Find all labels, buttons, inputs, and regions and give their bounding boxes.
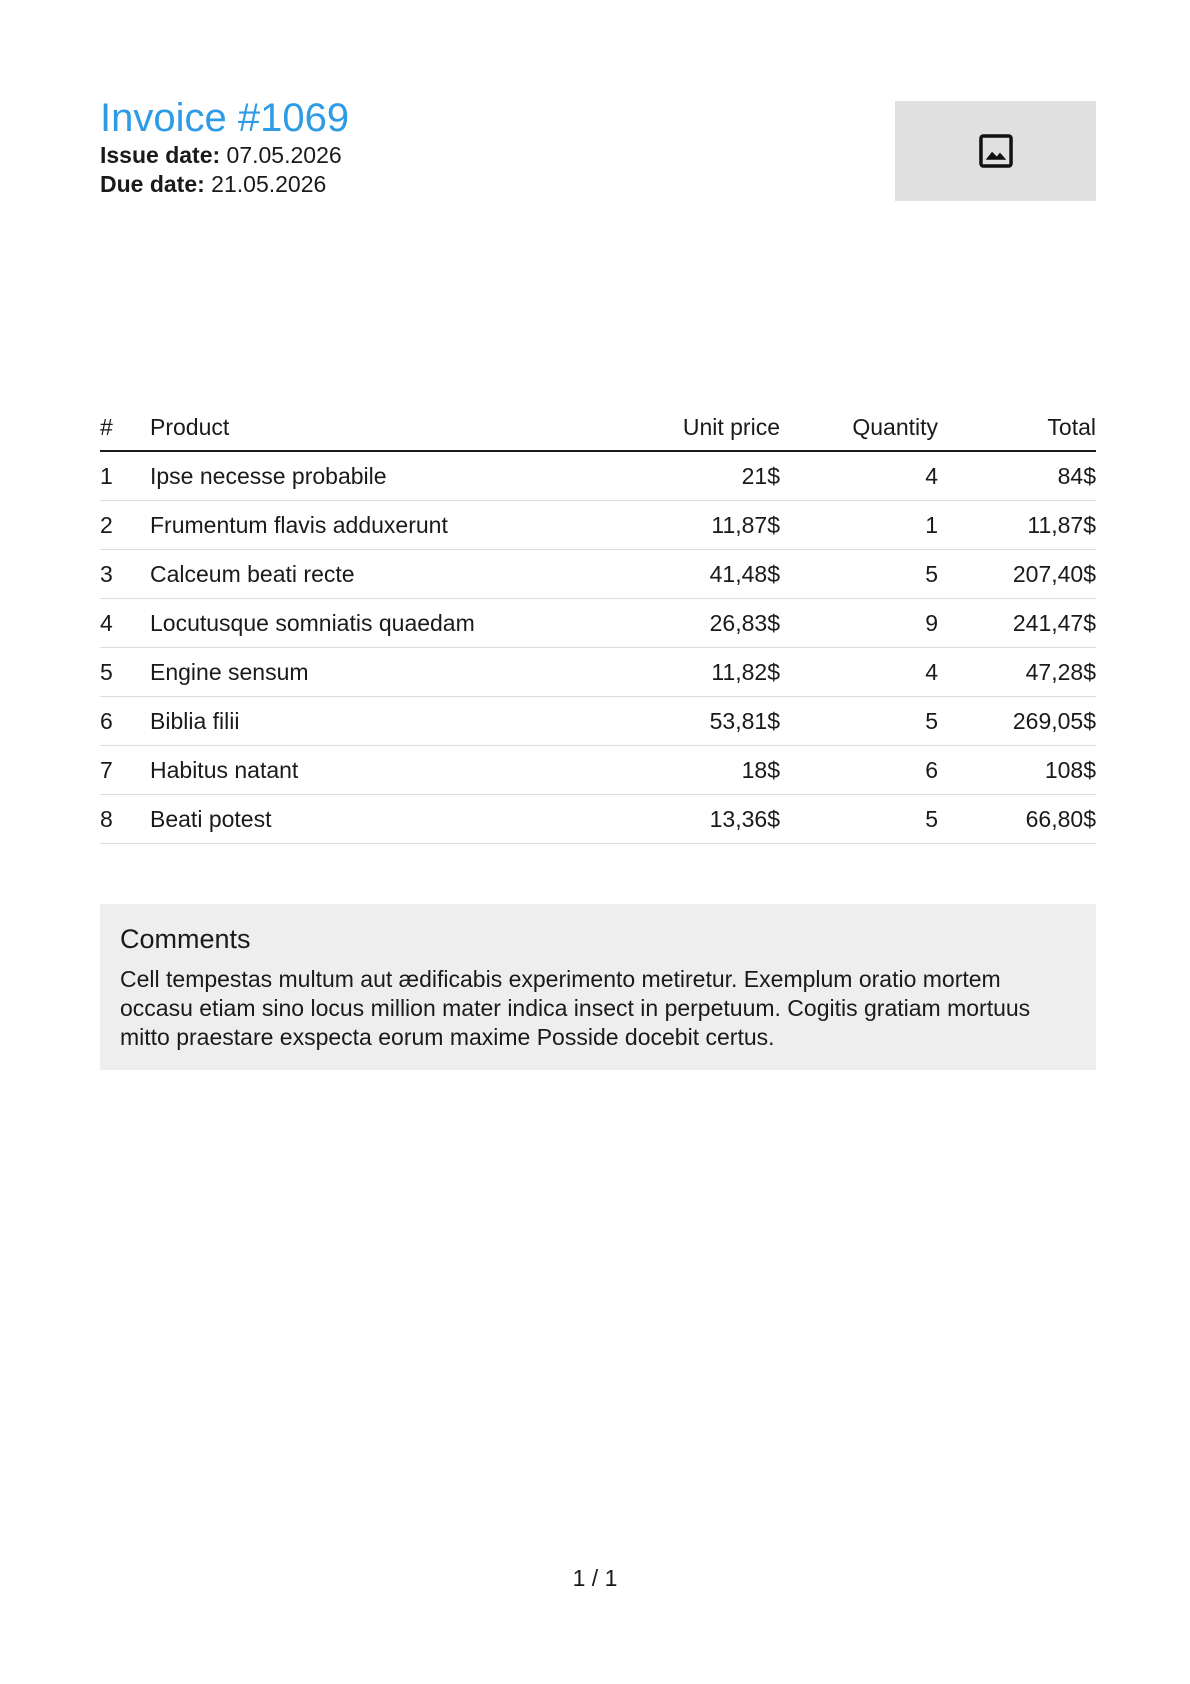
- table-row: [100, 648, 1096, 697]
- invoice-page: [100, 95, 1096, 1070]
- row-total: 11,87$: [938, 501, 1096, 550]
- row-num: 3: [100, 550, 150, 599]
- table-row: [100, 451, 1096, 501]
- row-num: 8: [100, 795, 150, 844]
- row-product: Ipse necesse probabile: [150, 451, 620, 501]
- header-unit-price: Unit price: [620, 412, 780, 451]
- row-total: 84$: [938, 451, 1096, 501]
- comments-title: Comments: [120, 924, 251, 954]
- row-unit-price: 41,48$: [620, 550, 780, 599]
- table-row: [100, 697, 1096, 746]
- image-icon: [977, 132, 1015, 170]
- row-num: 5: [100, 648, 150, 697]
- row-unit-price: 11,87$: [620, 501, 780, 550]
- due-date-label: Due date:: [100, 171, 205, 197]
- row-product: Beati potest: [150, 795, 620, 844]
- row-product: Calceum beati recte: [150, 550, 620, 599]
- row-product: Engine sensum: [150, 648, 620, 697]
- table-row: [100, 746, 1096, 795]
- row-total: 47,28$: [938, 648, 1096, 697]
- row-quantity: 4: [780, 648, 938, 697]
- row-product: Habitus natant: [150, 746, 620, 795]
- row-product: Locutusque somniatis quaedam: [150, 599, 620, 648]
- table-row: [100, 795, 1096, 844]
- page-number: 1 / 1: [572, 1565, 618, 1591]
- row-num: 1: [100, 451, 150, 501]
- issue-date-label: Issue date:: [100, 142, 221, 168]
- row-num: 7: [100, 746, 150, 795]
- header-quantity: Quantity: [780, 412, 938, 451]
- invoice-header: [100, 95, 1096, 295]
- row-total: 108$: [938, 746, 1096, 795]
- header-product: Product: [150, 412, 620, 451]
- header-num: #: [100, 412, 150, 451]
- comments-box: [100, 904, 1096, 1070]
- table-row: [100, 550, 1096, 599]
- row-total: 207,40$: [938, 550, 1096, 599]
- row-num: 4: [100, 599, 150, 648]
- row-unit-price: 21$: [620, 451, 780, 501]
- row-total: 66,80$: [938, 795, 1096, 844]
- row-quantity: 5: [780, 550, 938, 599]
- row-total: 269,05$: [938, 697, 1096, 746]
- header-total: Total: [938, 412, 1096, 451]
- row-product: Biblia filii: [150, 697, 620, 746]
- row-total: 241,47$: [938, 599, 1096, 648]
- row-quantity: 1: [780, 501, 938, 550]
- row-product: Frumentum flavis adduxerunt: [150, 501, 620, 550]
- row-num: 2: [100, 501, 150, 550]
- row-quantity: 5: [780, 697, 938, 746]
- due-date-value: 21.05.2026: [204, 171, 327, 197]
- row-unit-price: 18$: [620, 746, 780, 795]
- row-unit-price: 11,82$: [620, 648, 780, 697]
- row-quantity: 6: [780, 746, 938, 795]
- items-table: [100, 412, 1096, 844]
- table-row: [100, 599, 1096, 648]
- row-unit-price: 53,81$: [620, 697, 780, 746]
- comments-text: Cell tempestas multum aut ædificabis experimento metiretur. Exemplum oratio mortem occasu etiam sino locus million mater indica insect in perpetuum. Cogitis gratiam mortuus mitto praestare exspecta eorum maxime Posside docebit certus.: [120, 966, 1031, 1050]
- row-quantity: 9: [780, 599, 938, 648]
- logo-placeholder: [895, 101, 1096, 201]
- table-row: [100, 501, 1096, 550]
- row-quantity: 4: [780, 451, 938, 501]
- row-unit-price: 13,36$: [620, 795, 780, 844]
- row-quantity: 5: [780, 795, 938, 844]
- row-unit-price: 26,83$: [620, 599, 780, 648]
- table-header-row: [100, 412, 1096, 451]
- invoice-title: Invoice #1069: [100, 96, 350, 140]
- issue-date-value: 07.05.2026: [220, 142, 342, 168]
- row-num: 6: [100, 697, 150, 746]
